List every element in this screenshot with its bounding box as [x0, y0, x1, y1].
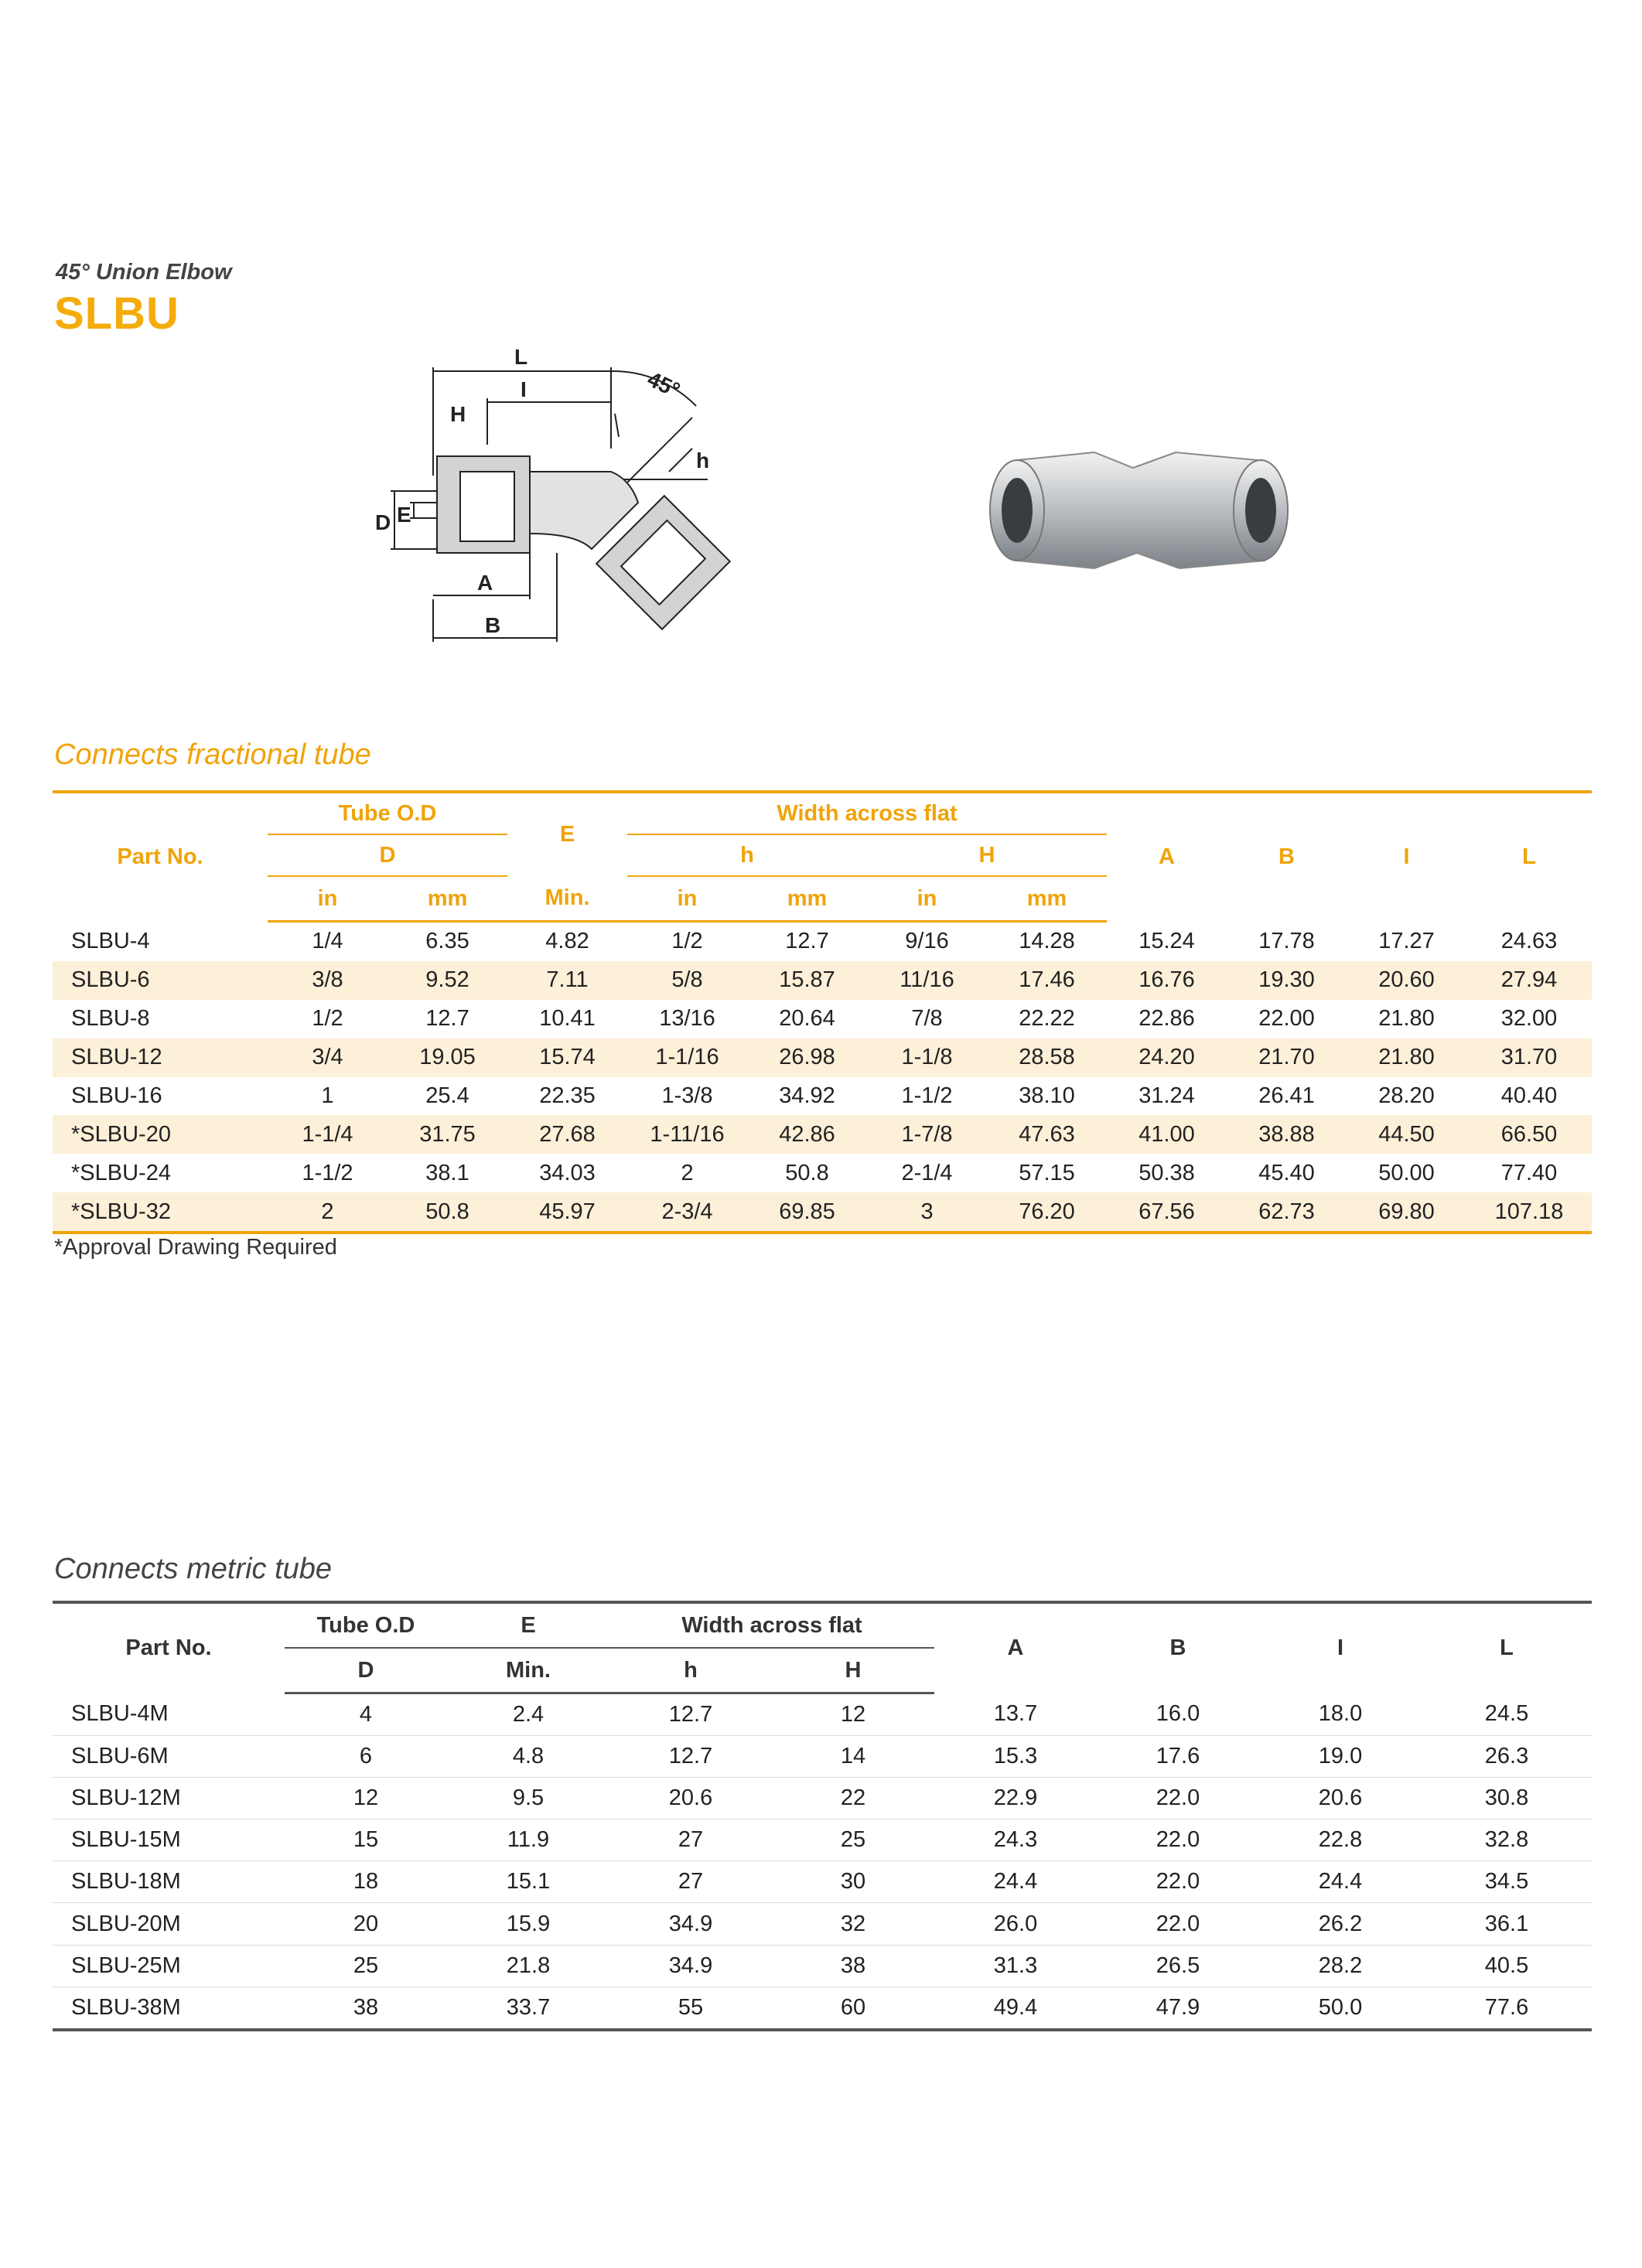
metric-table [53, 1601, 1592, 2031]
table-cell: 9.5 [447, 1778, 609, 1820]
header-unit-mm: mm [987, 876, 1107, 922]
product-photo [955, 421, 1319, 607]
header-unit-in: in [268, 876, 387, 922]
table-cell: 107.18 [1466, 1192, 1592, 1233]
table-cell: 15.24 [1138, 928, 1195, 953]
table-cell: 22.00 [1258, 1006, 1315, 1032]
label-L: L [514, 345, 528, 369]
table-cell: 31.70 [1466, 1039, 1592, 1077]
label-h: h [696, 448, 710, 472]
table-row [53, 1820, 1592, 1861]
table-cell: 2.4 [447, 1693, 609, 1736]
header-unit-in: in [867, 876, 987, 922]
table-cell: 20.64 [779, 1006, 835, 1032]
part-number-cell: SLBU-12 [53, 1039, 268, 1077]
header-unit-min: Min. [507, 876, 627, 922]
header-b: B [1278, 844, 1295, 870]
table-cell: 40.40 [1500, 1083, 1558, 1108]
header-e: E [447, 1602, 609, 1648]
table-cell: 12.7 [425, 1006, 469, 1032]
table-cell: 7.11 [507, 961, 627, 1000]
table-cell: 12 [772, 1693, 934, 1736]
table-cell: 1 [321, 1083, 334, 1108]
table-row [53, 961, 1592, 1000]
header-part-no: Part No. [117, 844, 203, 870]
table-cell: 27.68 [507, 1115, 627, 1154]
table-cell: 62.73 [1227, 1192, 1347, 1233]
table-cell: 20.60 [1347, 961, 1466, 1000]
table-cell: 20 [285, 1903, 447, 1945]
table-cell: 50.8 [785, 1160, 829, 1185]
table-cell: 32.00 [1500, 1006, 1558, 1032]
header-h-big: H [772, 1648, 934, 1693]
table-cell: 1/4 [312, 929, 343, 954]
metric-section-title: Connects metric tube [54, 1553, 333, 1585]
table-cell: 69.80 [1347, 1192, 1466, 1233]
table-cell: 17.78 [1258, 928, 1315, 953]
part-number-cell: *SLBU-32 [53, 1192, 268, 1233]
table-cell: 21.80 [1347, 1039, 1466, 1077]
table-row [53, 1000, 1592, 1039]
table-cell: 34.92 [779, 1083, 835, 1108]
table-cell: 15.3 [934, 1736, 1097, 1778]
table-cell: 6 [285, 1736, 447, 1778]
table-cell: 45.40 [1258, 1160, 1315, 1185]
table-cell: 11.9 [447, 1820, 609, 1861]
table-cell: 9.52 [387, 961, 507, 1000]
table-cell: 1/2 [671, 929, 703, 954]
table-cell: 57.15 [1019, 1160, 1075, 1185]
part-number-cell: SLBU-4M [53, 1693, 285, 1736]
table-cell: 22.22 [1019, 1006, 1075, 1032]
table-cell: 16.76 [1107, 961, 1227, 1000]
part-number-cell: SLBU-20M [53, 1903, 285, 1945]
fractional-section-title: Connects fractional tube [54, 738, 371, 771]
table-cell: 45.97 [507, 1192, 627, 1233]
table-cell: 4 [285, 1693, 447, 1736]
table-cell: 10.41 [539, 1006, 596, 1032]
header-i: I [1403, 844, 1410, 870]
table-row [53, 1039, 1592, 1077]
label-H: H [450, 402, 466, 426]
table-cell: 24.63 [1500, 928, 1558, 953]
header-a: A [1007, 1635, 1024, 1661]
table-cell: 15.87 [747, 961, 867, 1000]
table-cell: 26.98 [747, 1039, 867, 1077]
table-cell: 13.7 [934, 1693, 1097, 1736]
table-cell: 76.20 [987, 1192, 1107, 1233]
table-cell: 17.46 [987, 961, 1107, 1000]
header-part-no: Part No. [125, 1635, 212, 1661]
table-cell: 3/4 [268, 1039, 387, 1077]
header-b: B [1169, 1635, 1186, 1661]
table-cell: 69.85 [747, 1192, 867, 1233]
table-cell: 24.4 [1259, 1861, 1422, 1903]
fractional-table [53, 790, 1592, 1234]
table-cell: 1-1/2 [302, 1160, 353, 1185]
table-cell: 34.9 [609, 1903, 772, 1945]
table-cell: 22.8 [1259, 1820, 1422, 1861]
table-cell: 50.8 [387, 1192, 507, 1233]
table-cell: 55 [609, 1987, 772, 2030]
table-row [53, 1115, 1592, 1154]
table-cell: 22.86 [1138, 1006, 1195, 1032]
table-cell: 44.50 [1347, 1115, 1466, 1154]
table-row [53, 1945, 1592, 1987]
table-cell: 24.3 [934, 1820, 1097, 1861]
table-cell: 1-1/16 [627, 1039, 747, 1077]
table-cell: 12.7 [609, 1693, 772, 1736]
table-cell: 28.2 [1259, 1945, 1422, 1987]
header-min: Min. [447, 1648, 609, 1693]
table-cell: 24.5 [1422, 1693, 1592, 1736]
table-row [53, 1987, 1592, 2030]
table-cell: 26.0 [934, 1903, 1097, 1945]
table-cell: 24.4 [934, 1861, 1097, 1903]
table-cell: 22.0 [1097, 1903, 1259, 1945]
table-cell: 38.88 [1227, 1115, 1347, 1154]
table-cell: 22.0 [1097, 1820, 1259, 1861]
part-number-cell: SLBU-25M [53, 1945, 285, 1987]
part-number-cell: SLBU-15M [53, 1820, 285, 1861]
table-cell: 15.74 [507, 1039, 627, 1077]
label-I: I [521, 377, 527, 401]
header-width-across-flat: Width across flat [609, 1602, 934, 1648]
table-cell: 77.40 [1500, 1160, 1558, 1185]
table-cell: 26.41 [1258, 1083, 1315, 1108]
table-cell: 9/16 [905, 929, 949, 954]
table-row [53, 1861, 1592, 1903]
table-cell: 17.27 [1378, 928, 1435, 953]
table-cell: 1-1/8 [867, 1039, 987, 1077]
table-cell: 47.9 [1097, 1987, 1259, 2030]
table-cell: 21.8 [447, 1945, 609, 1987]
table-cell: 26.3 [1422, 1736, 1592, 1778]
table-cell: 2 [268, 1192, 387, 1233]
table-cell: 50.38 [1138, 1160, 1195, 1185]
part-number-cell: SLBU-6 [53, 961, 268, 1000]
table-cell: 30.8 [1422, 1778, 1592, 1820]
table-cell: 42.86 [747, 1115, 867, 1154]
table-cell: 34.9 [609, 1945, 772, 1987]
table-cell: 18.0 [1259, 1693, 1422, 1736]
table-cell: 22.0 [1097, 1778, 1259, 1820]
header-d: D [268, 834, 507, 876]
table-row [53, 1903, 1592, 1945]
table-cell: 17.6 [1097, 1736, 1259, 1778]
table-cell: 19.05 [387, 1039, 507, 1077]
table-cell: 27 [609, 1820, 772, 1861]
header-h-small: h [627, 834, 867, 876]
table-cell: 41.00 [1107, 1115, 1227, 1154]
table-cell: 22.9 [934, 1778, 1097, 1820]
label-B: B [485, 613, 501, 637]
table-cell: 2 [681, 1160, 694, 1185]
header-h-big: H [867, 834, 1107, 876]
table-cell: 36.1 [1422, 1903, 1592, 1945]
table-cell: 11/16 [867, 961, 987, 1000]
table-cell: 20.6 [1259, 1778, 1422, 1820]
table-cell: 67.56 [1107, 1192, 1227, 1233]
table-cell: 1-11/16 [627, 1115, 747, 1154]
table-cell: 4.82 [545, 929, 589, 954]
part-number-cell: SLBU-18M [53, 1861, 285, 1903]
table-row [53, 1192, 1592, 1233]
label-angle: 45° [643, 367, 684, 403]
table-cell: 20.6 [609, 1778, 772, 1820]
approval-note: *Approval Drawing Required [54, 1235, 337, 1260]
table-cell: 34.03 [539, 1160, 596, 1185]
table-cell: 19.0 [1259, 1736, 1422, 1778]
table-cell: 27.94 [1466, 961, 1592, 1000]
table-cell: 31.3 [934, 1945, 1097, 1987]
table-cell: 12 [285, 1778, 447, 1820]
header-l: L [1522, 844, 1536, 870]
table-row [53, 1077, 1592, 1116]
table-cell: 3 [867, 1192, 987, 1233]
product-title: SLBU [54, 288, 179, 339]
table-cell: 22.35 [539, 1083, 596, 1108]
table-row [53, 1778, 1592, 1820]
table-cell: 25 [772, 1820, 934, 1861]
table-cell: 28.20 [1378, 1083, 1435, 1108]
header-d: D [285, 1648, 447, 1693]
table-cell: 27 [609, 1861, 772, 1903]
header-unit-mm: mm [387, 876, 507, 922]
table-cell: 14 [772, 1736, 934, 1778]
label-A: A [477, 571, 493, 595]
table-cell: 38 [772, 1945, 934, 1987]
table-cell: 49.4 [934, 1987, 1097, 2030]
table-cell: 26.5 [1097, 1945, 1259, 1987]
table-cell: 50.00 [1378, 1160, 1435, 1185]
header-e: E [559, 822, 575, 847]
table-cell: 50.0 [1259, 1987, 1422, 2030]
label-E: E [397, 503, 411, 527]
header-width-across-flat: Width across flat [627, 792, 1107, 834]
header-h-small: h [609, 1648, 772, 1693]
table-cell: 25 [285, 1945, 447, 1987]
table-cell: 15.9 [447, 1903, 609, 1945]
table-cell: 30 [772, 1861, 934, 1903]
table-cell: 1/2 [312, 1006, 343, 1032]
table-cell: 34.5 [1422, 1861, 1592, 1903]
table-cell: 24.20 [1107, 1039, 1227, 1077]
part-number-cell: SLBU-8 [71, 1006, 150, 1032]
table-cell: 31.24 [1138, 1083, 1195, 1108]
header-tube-od: Tube O.D [268, 792, 507, 834]
table-cell: 2-1/4 [901, 1160, 953, 1185]
header-l: L [1500, 1635, 1514, 1661]
part-number-cell: *SLBU-24 [71, 1160, 171, 1185]
header-a: A [1159, 844, 1175, 870]
table-cell: 28.58 [987, 1039, 1107, 1077]
table-cell: 31.75 [387, 1115, 507, 1154]
table-cell: 14.28 [1019, 929, 1075, 954]
table-cell: 1-1/2 [901, 1083, 953, 1108]
table-cell: 18 [285, 1861, 447, 1903]
part-number-cell: SLBU-4 [71, 928, 150, 953]
table-cell: 77.6 [1422, 1987, 1592, 2030]
table-cell: 66.50 [1466, 1115, 1592, 1154]
label-D: D [375, 510, 391, 534]
header-i: I [1336, 1635, 1344, 1661]
part-number-cell: *SLBU-20 [53, 1115, 268, 1154]
table-cell: 1-1/4 [268, 1115, 387, 1154]
table-cell: 2-3/4 [627, 1192, 747, 1233]
part-number-cell: SLBU-6M [53, 1736, 285, 1778]
table-cell: 13/16 [659, 1006, 715, 1032]
header-unit-in: in [627, 876, 747, 922]
table-cell: 4.8 [447, 1736, 609, 1778]
table-cell: 38 [285, 1987, 447, 2030]
part-number-cell: SLBU-12M [53, 1778, 285, 1820]
table-row [53, 922, 1592, 961]
table-cell: 16.0 [1097, 1693, 1259, 1736]
table-row [53, 1736, 1592, 1778]
product-subtitle: 45° Union Elbow [56, 260, 232, 285]
table-cell: 40.5 [1422, 1945, 1592, 1987]
table-row [53, 1154, 1592, 1192]
table-cell: 47.63 [987, 1115, 1107, 1154]
header-unit-mm: mm [747, 876, 867, 922]
table-cell: 7/8 [911, 1006, 943, 1032]
table-cell: 33.7 [447, 1987, 609, 2030]
table-cell: 38.1 [425, 1160, 469, 1185]
elbow-dimension-drawing [344, 344, 777, 677]
table-cell: 15.1 [447, 1861, 609, 1903]
table-cell: 22.0 [1097, 1861, 1259, 1903]
table-cell: 15 [285, 1820, 447, 1861]
table-cell: 3/8 [268, 961, 387, 1000]
table-cell: 1-7/8 [867, 1115, 987, 1154]
table-cell: 21.70 [1227, 1039, 1347, 1077]
table-cell: 1-3/8 [661, 1083, 713, 1108]
table-cell: 25.4 [425, 1083, 469, 1108]
part-number-cell: SLBU-38M [53, 1987, 285, 2030]
table-cell: 26.2 [1259, 1903, 1422, 1945]
header-tube-od: Tube O.D [285, 1602, 447, 1648]
table-cell: 22 [772, 1778, 934, 1820]
table-cell: 19.30 [1227, 961, 1347, 1000]
table-row [53, 1693, 1592, 1736]
part-number-cell: SLBU-16 [71, 1083, 162, 1108]
table-cell: 60 [772, 1987, 934, 2030]
table-cell: 38.10 [1019, 1083, 1075, 1108]
table-cell: 12.7 [609, 1736, 772, 1778]
table-cell: 21.80 [1378, 1006, 1435, 1032]
table-cell: 32.8 [1422, 1820, 1592, 1861]
table-cell: 32 [772, 1903, 934, 1945]
table-cell: 6.35 [425, 929, 469, 954]
table-cell: 12.7 [785, 929, 829, 954]
table-cell: 5/8 [627, 961, 747, 1000]
